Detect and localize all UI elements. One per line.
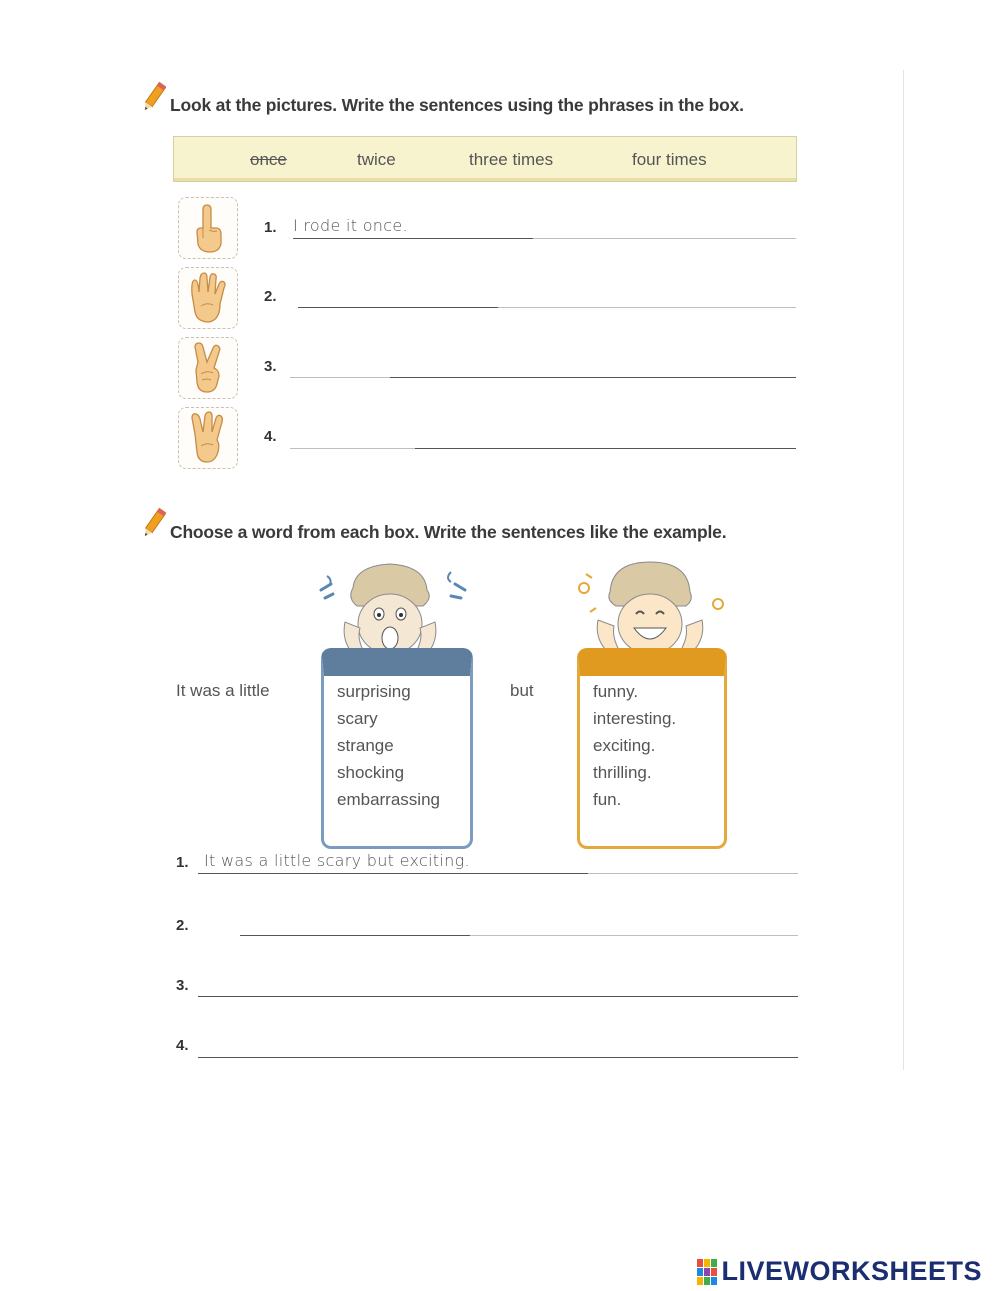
- phrase-four-times: four times: [632, 150, 707, 169]
- two-fingers-hand-icon: [178, 337, 238, 399]
- s1-answer-line[interactable]: [390, 377, 796, 378]
- box2-word: fun.: [593, 790, 622, 809]
- phrase-box: [173, 136, 797, 182]
- connector-but: but: [510, 681, 534, 700]
- s2-item-number: 3.: [176, 977, 189, 994]
- s1-item-number: 3.: [264, 358, 277, 375]
- liveworksheets-logo: [697, 1256, 982, 1287]
- s2-answer-line-ext: [470, 935, 798, 936]
- adjective-box-2: [577, 648, 727, 849]
- s2-answer-line[interactable]: [198, 1057, 798, 1058]
- s1-answer-line[interactable]: [415, 448, 796, 449]
- s2-item-number: 2.: [176, 917, 189, 934]
- section2-instruction: Choose a word from each box. Write the sentences like the example.: [170, 522, 727, 542]
- s1-answer-line-ext: [533, 238, 796, 239]
- sentence-lead: It was a little: [176, 681, 270, 700]
- s2-item-answer: It was a little scary but exciting.: [204, 851, 470, 870]
- s2-answer-line[interactable]: [198, 996, 798, 997]
- box2-word: thrilling.: [593, 763, 652, 782]
- phrase-three-times: three times: [469, 150, 554, 169]
- s2-answer-line[interactable]: [240, 935, 470, 936]
- s1-answer-line-start: [290, 448, 415, 449]
- three-fingers-hand-icon: [178, 407, 238, 469]
- box2-word: funny.: [593, 682, 639, 701]
- s1-answer-line-start: [290, 377, 390, 378]
- s1-item-answer: I rode it once.: [293, 216, 408, 235]
- s2-answer-line-ext: [588, 873, 798, 874]
- logo-grid-icon: [697, 1259, 717, 1285]
- section1-instruction: Look at the pictures. Write the sentences using the phrases in the box.: [170, 95, 744, 115]
- box1-word: scary: [337, 709, 378, 728]
- pencil-icon: [142, 506, 166, 545]
- one-finger-hand-icon: [178, 197, 238, 259]
- box2-word: interesting.: [593, 709, 677, 728]
- s1-answer-line[interactable]: [298, 307, 498, 308]
- adjective-box-1: [321, 648, 473, 849]
- s2-item-number: 1.: [176, 854, 189, 871]
- box1-word: shocking: [337, 763, 405, 782]
- s1-item-number: 1.: [264, 219, 277, 236]
- s1-item-number: 4.: [264, 428, 277, 445]
- box1-word: strange: [337, 736, 394, 755]
- logo-text: LIVEWORKSHEETS: [721, 1256, 982, 1286]
- s2-item-number: 4.: [176, 1037, 189, 1054]
- pencil-icon: [142, 80, 166, 119]
- s1-answer-line-ext: [498, 307, 796, 308]
- s1-item-number: 2.: [264, 288, 277, 305]
- phrase-twice: twice: [357, 150, 396, 169]
- s2-answer-line: [198, 873, 588, 874]
- phrase-once: once: [250, 150, 287, 169]
- four-fingers-hand-icon: [178, 267, 238, 329]
- page-edge-line: [903, 70, 904, 1070]
- box2-word: exciting.: [593, 736, 656, 755]
- s1-answer-line: [293, 238, 533, 239]
- box1-word: embarrassing: [337, 790, 440, 809]
- box1-word: surprising: [337, 682, 411, 701]
